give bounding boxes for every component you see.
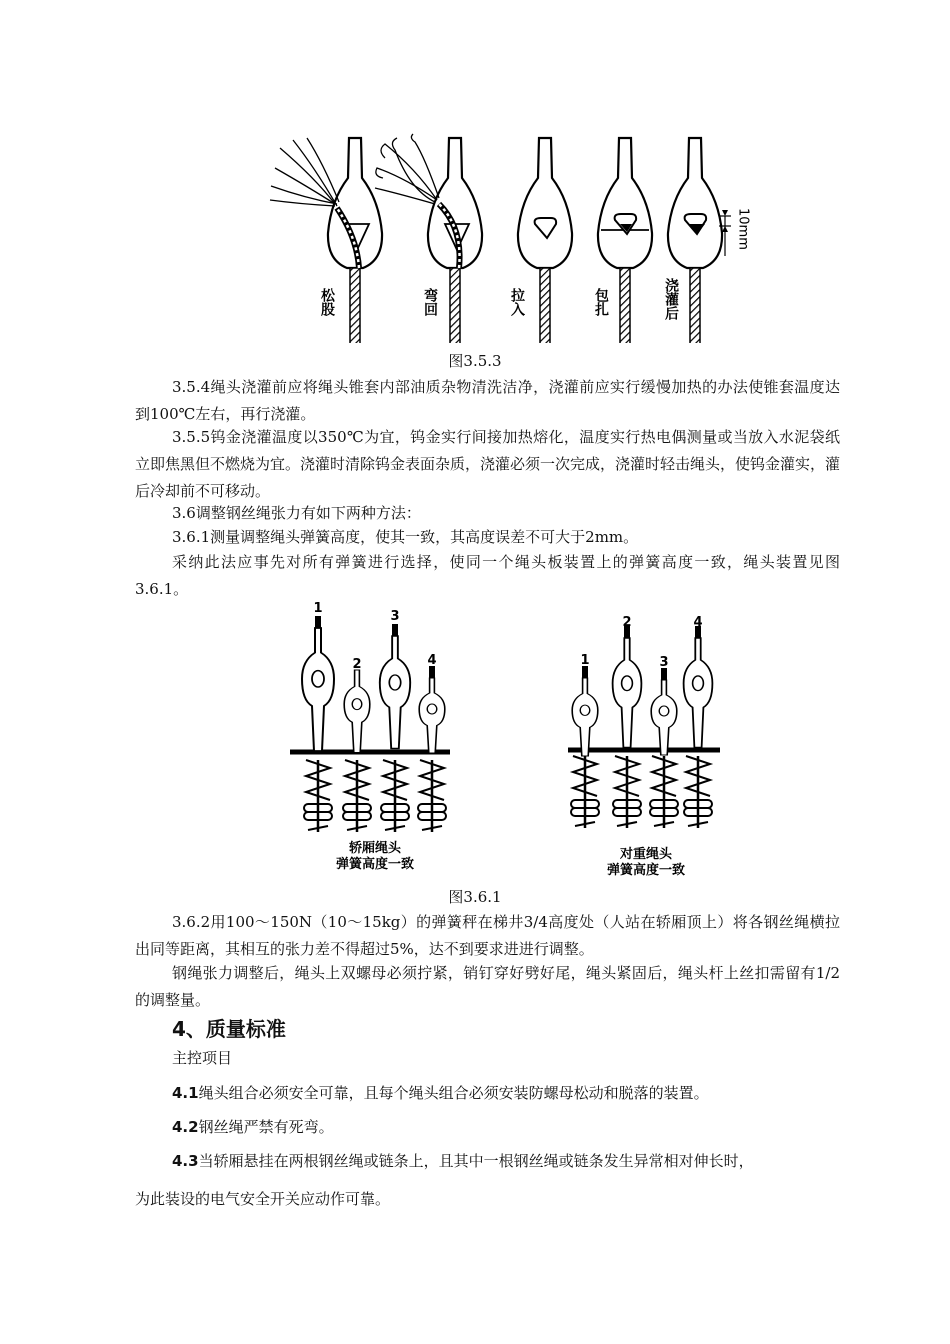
- item-4-2-text: 钢丝绳严禁有死弯。: [198, 1118, 334, 1136]
- item-4-3-continued: 为此装设的电气安全开关应动作可靠。: [135, 1190, 391, 1208]
- section-3-6: 3.6调整钢丝绳张力有如下两种方法：: [172, 504, 421, 522]
- item-4-2: [172, 1114, 840, 1141]
- item-4-1: [172, 1080, 840, 1107]
- label-jiaoguanhou: 浇灌后: [663, 278, 679, 320]
- section-3-5-4: 3.5.4绳头浇灌前应将绳头锥套内部油质杂物清洗洁净，浇灌前应实行缓慢加热的办法使锥套温度达到100℃左右，再行浇灌。: [135, 378, 840, 423]
- section-3-6-2: 3.6.2用100～150N（10～15kg）的弹簧秤在梯井3/4高度处（人站在轿厢顶上）将各钢丝绳横拉出同等距离，其相互的张力差不得超过5%，达不到要求进进行调整。: [135, 913, 840, 958]
- para-adjust: 钢绳张力调整后，绳头上双螺母必须拧紧，销钉穿好劈好尾，绳头紧固后，绳头杆上丝扣需留有1/2的调整量。: [135, 964, 840, 1009]
- right-num-3: 3: [659, 655, 669, 670]
- figure-3-6-1: [280, 600, 720, 880]
- right-num-4: 4: [693, 615, 703, 630]
- right-num-2: 2: [622, 615, 632, 630]
- item-4-1-text: 绳头组合必须安全可靠，且每个绳头组合必须安装防螺母松动和脱落的装置。: [198, 1084, 709, 1102]
- item-4-3: [172, 1148, 840, 1175]
- left-label-1: 轿厢绳头: [348, 841, 402, 856]
- left-num-2: 2: [352, 657, 362, 672]
- figure-3-5-3-caption: 图3.5.3: [448, 352, 502, 370]
- left-num-3: 3: [390, 609, 400, 624]
- item-4-3-text: 当轿厢悬挂在两根钢丝绳或链条上，且其中一根钢丝绳或链条发生异常相对伸长时，: [198, 1152, 754, 1170]
- left-num-4: 4: [427, 653, 437, 668]
- item-4-1-num: 4.1: [172, 1084, 199, 1102]
- figure-3-5-3: [265, 128, 765, 343]
- label-songgu: 松股: [319, 288, 335, 316]
- label-10mm: 10mm: [735, 208, 751, 250]
- item-4-3-num: 4.3: [172, 1152, 199, 1170]
- section-3-6-1: 3.6.1测量调整绳头弹簧高度，使其一致，其高度误差不可大于2mm。: [172, 528, 639, 546]
- right-label-1: 对重绳头: [619, 847, 673, 862]
- section-3-6-1-text: 采纳此法应事先对所有弹簧进行选择，使同一个绳头板装置上的弹簧高度一致，绳头装置见图3.6.1。: [135, 553, 840, 598]
- label-wanhui: 弯回: [422, 288, 438, 316]
- label-laru: 拉入: [509, 288, 525, 316]
- right-num-1: 1: [580, 653, 590, 668]
- item-4-2-num: 4.2: [172, 1118, 199, 1136]
- right-label-2: 弹簧高度一致: [606, 863, 686, 878]
- section-3-5-5: 3.5.5钨金浇灌温度以350℃为宜，钨金实行间接加热熔化，温度实行热电偶测量或当放入水泥袋纸立即焦黑但不燃烧为宜。浇灌时清除钨金表面杂质，浇灌必须一次完成，浇灌时轻击绳头，使钨金灌实，灌后冷却前不可移动。: [135, 428, 841, 500]
- left-num-1: 1: [313, 601, 323, 616]
- left-label-2: 弹簧高度一致: [335, 857, 415, 872]
- figure-3-6-1-caption: 图3.6.1: [448, 888, 502, 906]
- main-items-label: 主控项目: [172, 1049, 233, 1067]
- label-baozha: 包扎: [593, 288, 609, 316]
- heading-quality-standard: 4、质量标准: [172, 1017, 286, 1041]
